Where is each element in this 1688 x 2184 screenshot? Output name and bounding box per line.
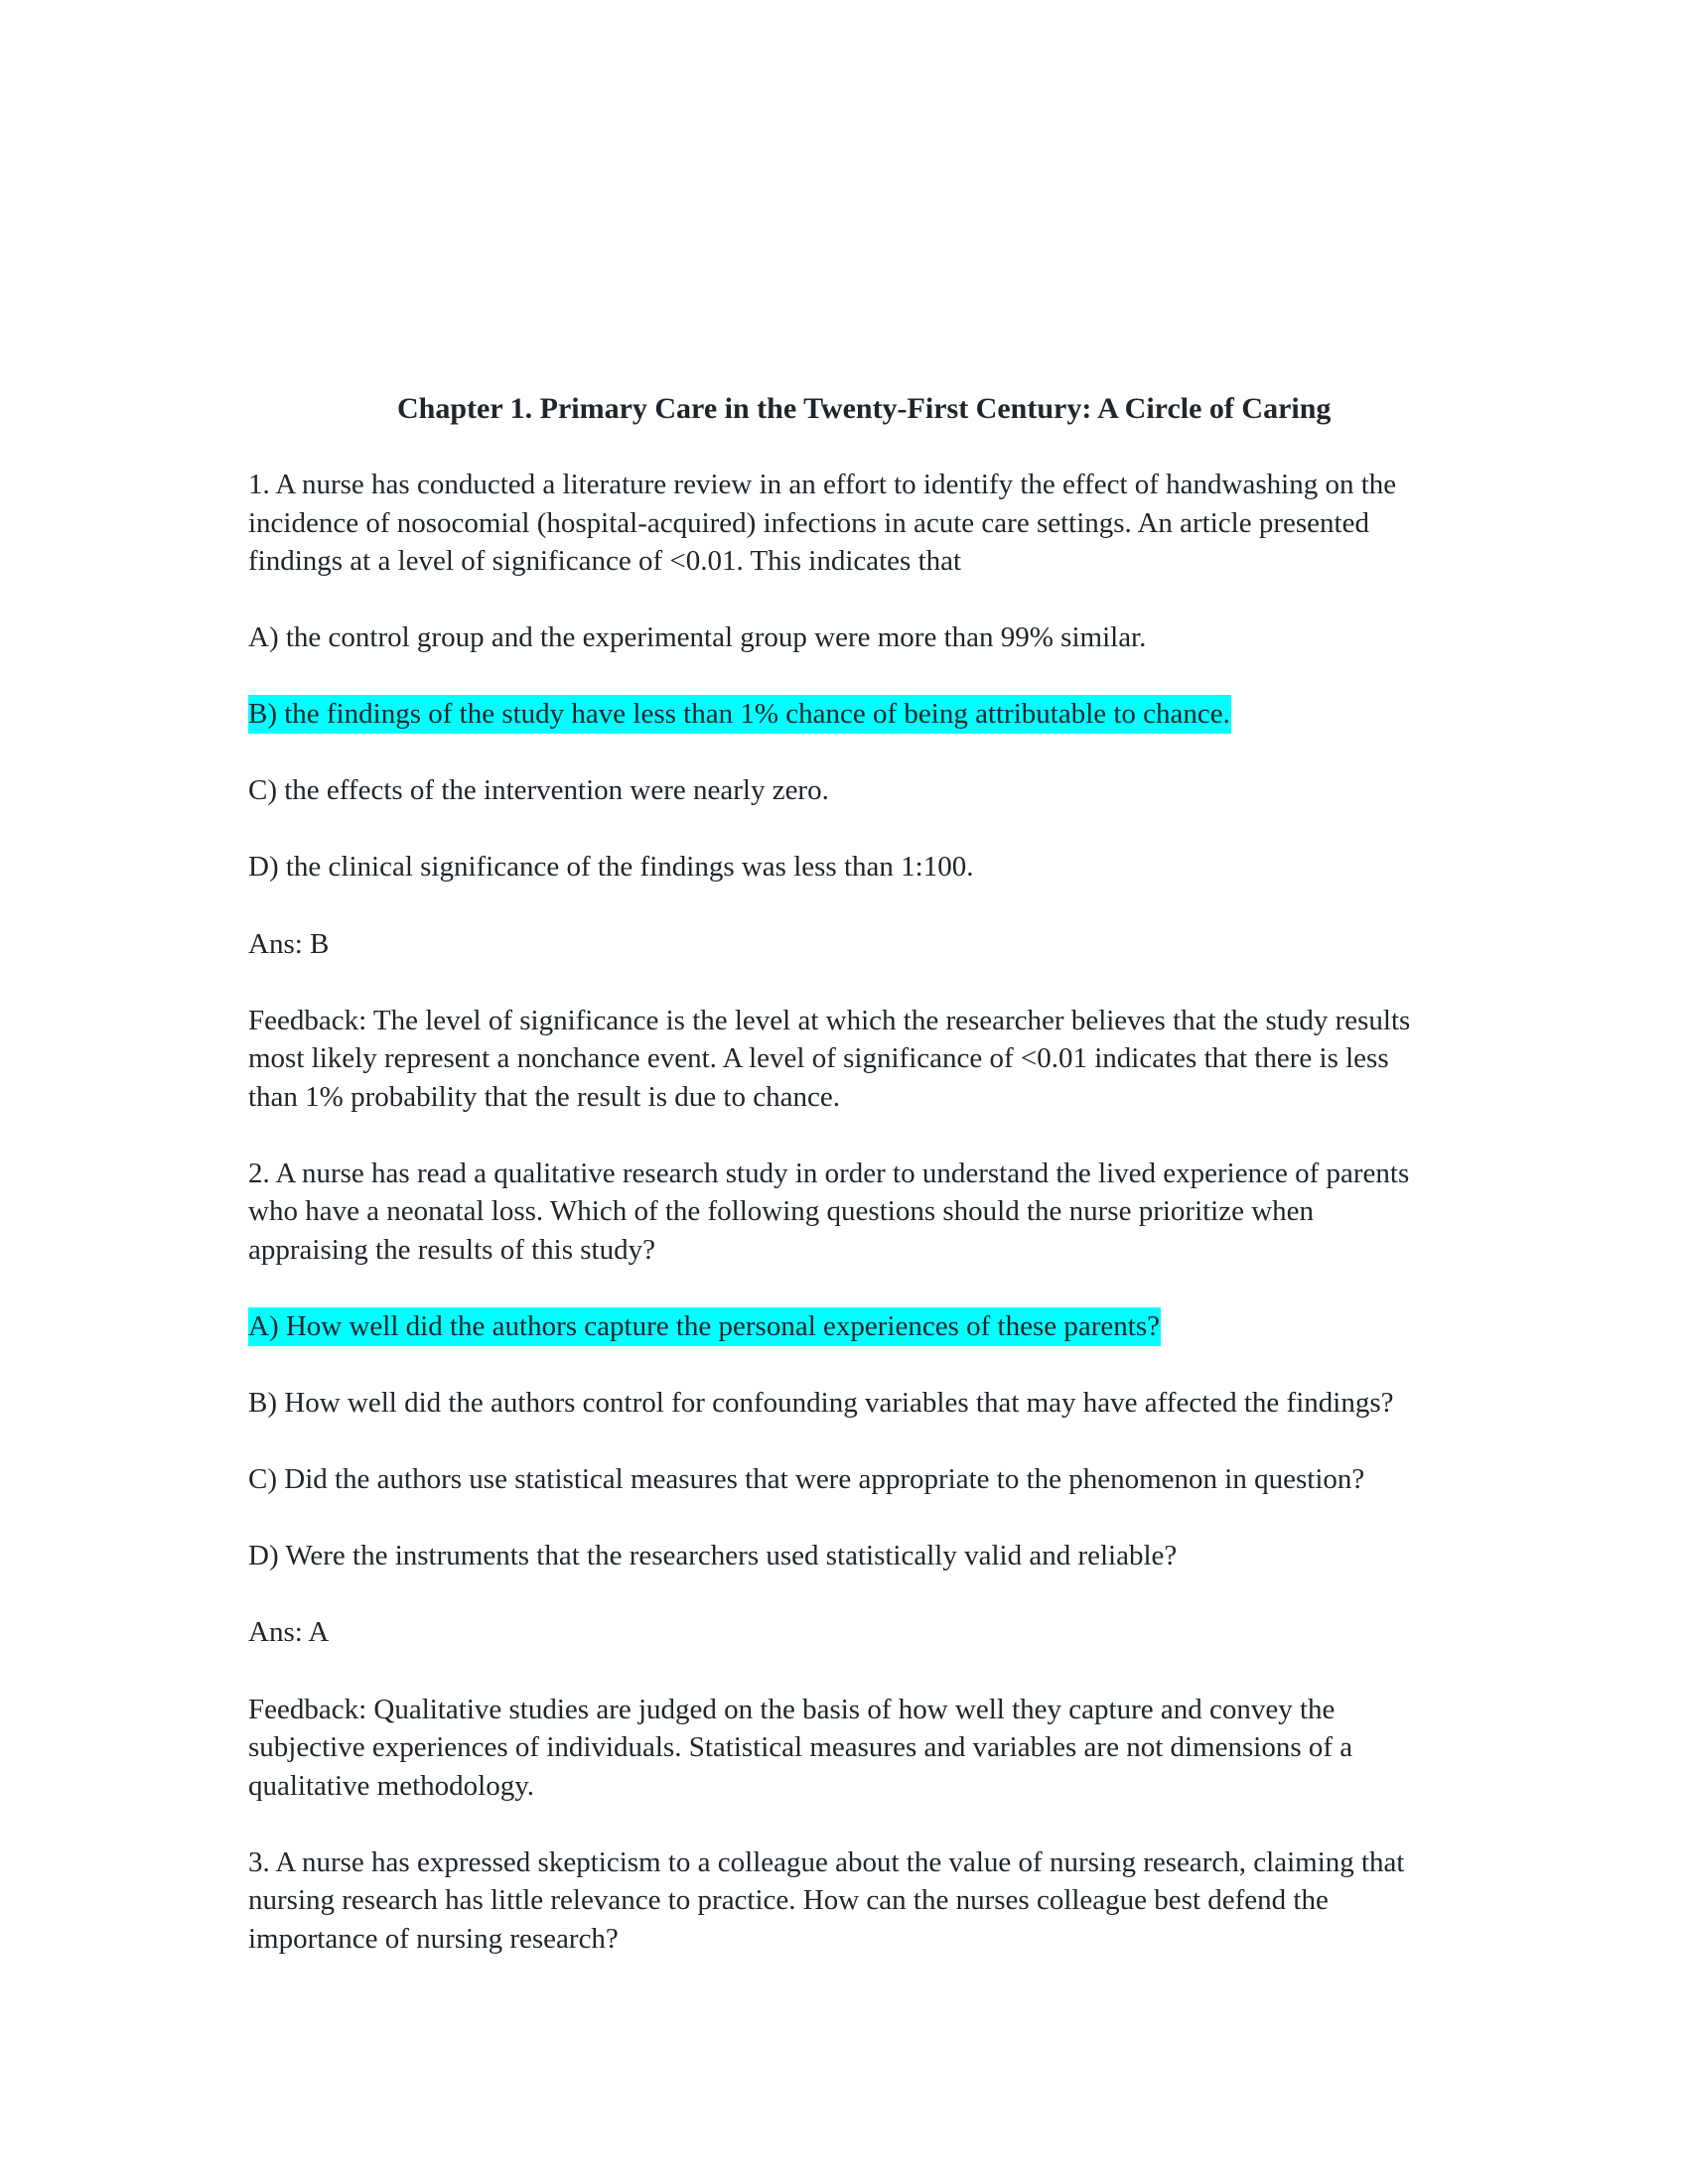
question-stem-line: 1. A nurse has conducted a literature review in an effort to identify the effect of handwashing on the [248,469,1397,500]
answer-text: Ans: A [248,1616,330,1649]
question-stem-line: nursing research has little relevance to practice. How can the nurses colleague best defend the [248,1884,1329,1917]
question-2-option-a [248,1307,1599,1346]
option-text: A) the control group and the experimental group were more than 99% similar. [248,621,1147,654]
question-stem-line: who have a neonatal loss. Which of the following questions should the nurse prioritize when [248,1195,1315,1228]
question-2-stem [248,1155,1599,1270]
feedback-line: Feedback: The level of significance is the level at which the researcher believes that the study results [248,1004,1411,1036]
question-1-feedback [248,1002,1599,1117]
question-2-option-c [248,1460,1599,1499]
question-1-answer [248,925,1599,964]
chapter-title: Chapter 1. Primary Care in the Twenty-First Century: A Circle of Caring [397,392,1332,425]
question-2-answer [248,1613,1599,1652]
feedback-line: Feedback: Qualitative studies are judged on the basis of how well they capture and convey the [248,1693,1336,1725]
option-text: C) the effects of the intervention were nearly zero. [248,774,829,807]
highlighted-correct-option: B) the findings of the study have less than 1% chance of being attributable to chance. [248,695,1231,734]
highlighted-correct-option: A) How well did the authors capture the personal experiences of these parents? [248,1307,1161,1346]
question-3-stem [248,1843,1599,1959]
question-stem-line: findings at a level of significance of <0.01. This indicates that [248,545,962,578]
option-text: C) Did the authors use statistical measures that were appropriate to the phenomenon in question? [248,1463,1365,1496]
question-stem-line: 2. A nurse has read a qualitative research study in order to understand the lived experience of parents [248,1157,1410,1189]
question-1-option-c [248,771,1599,810]
question-2-option-b [248,1384,1599,1423]
question-1-option-b [248,695,1599,734]
option-text: D) the clinical significance of the findings was less than 1:100. [248,851,974,884]
option-text: D) Were the instruments that the researchers used statistically valid and reliable? [248,1540,1178,1572]
question-stem-line: 3. A nurse has expressed skepticism to a colleague about the value of nursing research, claiming that [248,1845,1405,1878]
question-stem-line: appraising the results of this study? [248,1233,655,1266]
option-text: B) How well did the authors control for confounding variables that may have affected the findings? [248,1387,1394,1420]
feedback-line: subjective experiences of individuals. Statistical measures and variables are not dimensions of a [248,1731,1353,1764]
feedback-line: most likely represent a nonchance event. A level of significance of <0.01 indicates that there is less [248,1042,1389,1075]
question-2-option-d [248,1537,1599,1575]
question-stem-line: importance of nursing research? [248,1922,619,1955]
document-body [248,466,1599,1996]
question-stem-line: incidence of nosocomial (hospital-acquired) infections in acute care settings. An article presented [248,506,1369,539]
question-1-option-d [248,848,1599,887]
question-2-feedback [248,1691,1599,1806]
feedback-line: than 1% probability that the result is due to chance. [248,1080,840,1113]
question-1-stem [248,466,1599,581]
feedback-line: qualitative methodology. [248,1769,535,1802]
question-1-option-a [248,618,1599,657]
answer-text: Ans: B [248,927,330,960]
